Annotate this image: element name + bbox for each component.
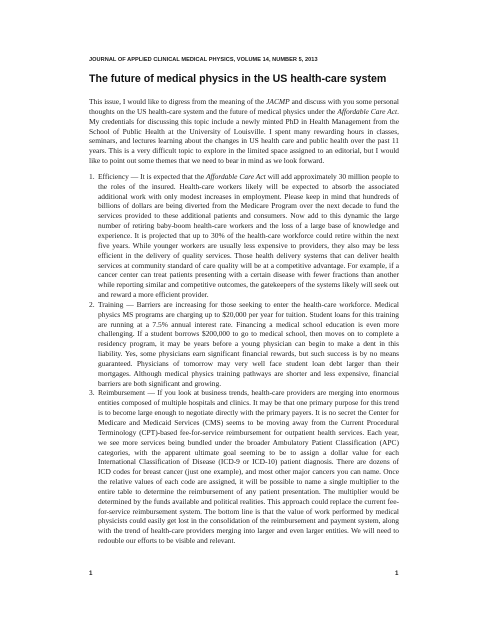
list-number: 3.: [89, 388, 95, 398]
page-number-left: 1: [89, 570, 93, 577]
list-text: Reimbursement — If you look at business trends, health-care providers are merging into enormous entities composed of multiple hospitals and clinics. It may be that one primary purpose for this trend is to become large enough to negotiate directly with the primary payers. It is no secret the Center for Medicare and Medicaid Services (CMS) seems to be moving away from the Current Procedural Terminology (CPT)-based fee-for-service reimbursement for outpatient health services. Each year, we see more services being bundled under the broader Ambulatory Patient Classification (APC) categories, with the apparent ultimate goal seeming to be to assign a dollar value for each International Classification of Disease (ICD-9 or ICD-10) patient diagnosis. There are dozens of ICD codes for breast cancer (just one example), and most other major cancers you can name. Once the relative values of each code are assigned, it will be possible to name a single multiplier to the entire table to determine the reimbursement of any patient presentation. The multiplier would be determined by the funds available and political realities. This approach could replace the current fee-for-service reimbursement system. The bottom line is that the value of work performed by medical physicists could easily get lost in the consolidation of the reimbursement and payment system, along with the trend of health-care providers merging into larger and even larger entities. We will need to redouble our efforts to be visible and relevant.: [98, 388, 399, 546]
article-title: The future of medical physics in the US health-care system: [89, 73, 387, 85]
intro-journal-name: JACMP: [266, 97, 290, 106]
list-number: 2.: [89, 299, 95, 309]
running-head: JOURNAL OF APPLIED CLINICAL MEDICAL PHYSICS, VOLUME 14, NUMBER 5, 2013: [89, 57, 318, 63]
list-item-efficiency: [89, 172, 399, 300]
intro-paragraph: [89, 97, 399, 166]
themes-list: [89, 172, 399, 546]
intro-text-c: and discuss with you some personal thoughts on the US health-care system and the future of medical physics under the: [89, 97, 399, 116]
list-item-reimbursement: [89, 388, 399, 546]
intro-text-e: . My credentials for discussing this topic include a newly minted PhD in Health Management from the School of Public Health at the University of Louisville. I spent many rewarding hours in classes, seminars, and lectures learning about the changes in US health care and public health over the past 11 years. This is a very difficult topic to explore in the limited space assigned to an editorial, but I would like to point out some themes that we need to bear in mind as we look forward.: [89, 106, 399, 166]
list-item-training: [89, 300, 399, 389]
list-text: Efficiency — It is expected that the: [98, 171, 206, 181]
intro-text-a: This issue, I would like to digress from the meaning of the: [89, 97, 267, 106]
article-body: [89, 97, 399, 546]
list-number: 1.: [89, 171, 95, 181]
list-text: will add approximately 30 million people to the roles of the insured. Health-care workers likely will be expected to absorb the associated additional work with only modest increases in employment. Please keep in mind that hundreds of billions of dollars are being diverted from the Medicare Program over the next decade to fund the services provided to these additional patients and consumers. Now add to this dynamic the large number of retiring baby-boom health-care workers and the loss of a large base of knowledge and experience. It is projected that up to 30% of the health-care workforce could retire within the next five years. While younger workers are usually less expensive to providers, they also may be less efficient in the delivery of quality services. Those health delivery systems that can deliver health services at community standard of care quality will be at a competitive advantage. For example, if a cancer center can treat patients presenting with a certain disease with fewer fractions than another while reporting similar and competitive outcomes, the gatekeepers of the systems likely will seek out and reward a more efficient provider.: [98, 171, 399, 300]
intro-act-name: Affordable Care Act: [337, 106, 398, 116]
list-text-italic: Affordable Care Act: [205, 171, 266, 181]
page-number-right: 1: [395, 570, 399, 577]
list-text: Training — Barriers are increasing for those seeking to enter the health-care workforce. Medical physics MS programs are charging up to $20,000 per year for tuition. Student loans for this training are running at a 7.5% annual interest rate. Financing a medical school education is even more challenging. If a student borrows $200,000 to go to medical school, then moves on to complete a residency program, it may be years before a young physician can begin to make a dent in this liability. Yes, some physicians earn significant financial rewards, but such success is by no means guaranteed. Physicians of tomorrow may very well face student loan debt larger than their mortgages. Although medical physics training pathways are shorter and less expensive, financial barriers are both significant and growing.: [98, 299, 399, 388]
